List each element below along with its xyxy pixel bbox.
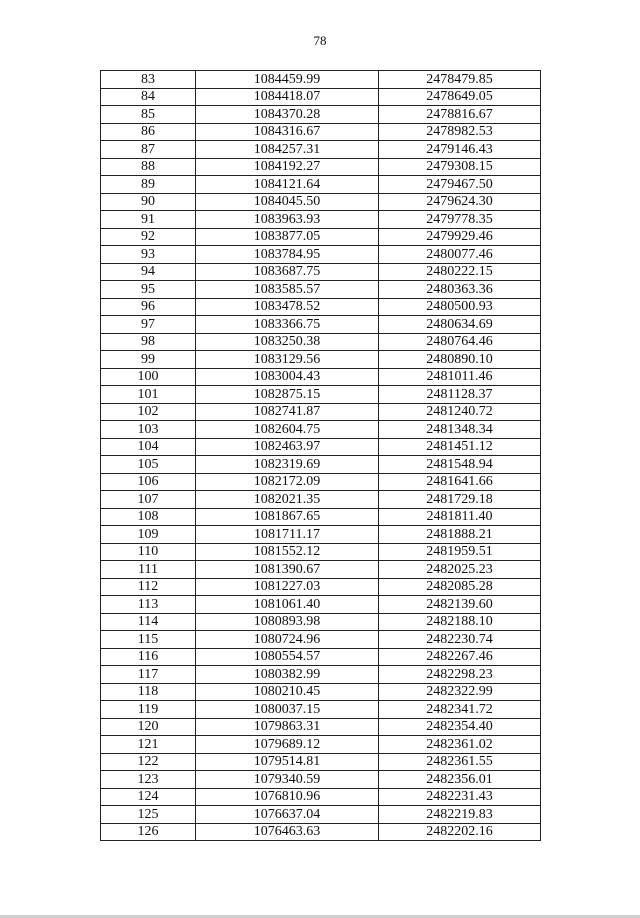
y-coordinate-cell: 2480890.10 bbox=[379, 351, 541, 369]
x-coordinate-cell: 1083250.38 bbox=[196, 333, 379, 351]
coordinates-table bbox=[100, 70, 541, 841]
table-row bbox=[101, 631, 541, 649]
x-coordinate-cell: 1083963.93 bbox=[196, 211, 379, 229]
table-row bbox=[101, 491, 541, 509]
x-coordinate-cell: 1079514.81 bbox=[196, 753, 379, 771]
table-row bbox=[101, 648, 541, 666]
point-number-cell: 90 bbox=[101, 193, 196, 211]
y-coordinate-cell: 2482025.23 bbox=[379, 561, 541, 579]
y-coordinate-cell: 2481959.51 bbox=[379, 543, 541, 561]
y-coordinate-cell: 2480363.36 bbox=[379, 281, 541, 299]
table-row bbox=[101, 753, 541, 771]
x-coordinate-cell: 1084370.28 bbox=[196, 106, 379, 124]
x-coordinate-cell: 1079340.59 bbox=[196, 771, 379, 789]
y-coordinate-cell: 2479778.35 bbox=[379, 211, 541, 229]
table-row bbox=[101, 613, 541, 631]
point-number-cell: 99 bbox=[101, 351, 196, 369]
point-number-cell: 116 bbox=[101, 648, 196, 666]
x-coordinate-cell: 1080037.15 bbox=[196, 701, 379, 719]
y-coordinate-cell: 2481641.66 bbox=[379, 473, 541, 491]
point-number-cell: 88 bbox=[101, 158, 196, 176]
y-coordinate-cell: 2482267.46 bbox=[379, 648, 541, 666]
x-coordinate-cell: 1079863.31 bbox=[196, 718, 379, 736]
table-row bbox=[101, 228, 541, 246]
point-number-cell: 126 bbox=[101, 823, 196, 841]
point-number-cell: 119 bbox=[101, 701, 196, 719]
y-coordinate-cell: 2482139.60 bbox=[379, 596, 541, 614]
table-row bbox=[101, 333, 541, 351]
y-coordinate-cell: 2481451.12 bbox=[379, 438, 541, 456]
point-number-cell: 104 bbox=[101, 438, 196, 456]
point-number-cell: 113 bbox=[101, 596, 196, 614]
x-coordinate-cell: 1080724.96 bbox=[196, 631, 379, 649]
y-coordinate-cell: 2482219.83 bbox=[379, 806, 541, 824]
point-number-cell: 112 bbox=[101, 578, 196, 596]
x-coordinate-cell: 1076637.04 bbox=[196, 806, 379, 824]
x-coordinate-cell: 1084418.07 bbox=[196, 88, 379, 106]
y-coordinate-cell: 2478649.05 bbox=[379, 88, 541, 106]
x-coordinate-cell: 1083004.43 bbox=[196, 368, 379, 386]
table-row bbox=[101, 456, 541, 474]
table-row bbox=[101, 438, 541, 456]
y-coordinate-cell: 2482356.01 bbox=[379, 771, 541, 789]
point-number-cell: 120 bbox=[101, 718, 196, 736]
y-coordinate-cell: 2480500.93 bbox=[379, 298, 541, 316]
y-coordinate-cell: 2478816.67 bbox=[379, 106, 541, 124]
x-coordinate-cell: 1083687.75 bbox=[196, 263, 379, 281]
y-coordinate-cell: 2479929.46 bbox=[379, 228, 541, 246]
y-coordinate-cell: 2481888.21 bbox=[379, 526, 541, 544]
table-row bbox=[101, 298, 541, 316]
table-row bbox=[101, 386, 541, 404]
x-coordinate-cell: 1084459.99 bbox=[196, 71, 379, 89]
point-number-cell: 103 bbox=[101, 421, 196, 439]
x-coordinate-cell: 1084192.27 bbox=[196, 158, 379, 176]
table-row bbox=[101, 683, 541, 701]
point-number-cell: 106 bbox=[101, 473, 196, 491]
table-row bbox=[101, 806, 541, 824]
point-number-cell: 102 bbox=[101, 403, 196, 421]
point-number-cell: 86 bbox=[101, 123, 196, 141]
x-coordinate-cell: 1080893.98 bbox=[196, 613, 379, 631]
table-row bbox=[101, 263, 541, 281]
y-coordinate-cell: 2482361.02 bbox=[379, 736, 541, 754]
y-coordinate-cell: 2480764.46 bbox=[379, 333, 541, 351]
x-coordinate-cell: 1084316.67 bbox=[196, 123, 379, 141]
table-row bbox=[101, 88, 541, 106]
x-coordinate-cell: 1082604.75 bbox=[196, 421, 379, 439]
point-number-cell: 92 bbox=[101, 228, 196, 246]
x-coordinate-cell: 1081227.03 bbox=[196, 578, 379, 596]
x-coordinate-cell: 1076463.63 bbox=[196, 823, 379, 841]
x-coordinate-cell: 1080210.45 bbox=[196, 683, 379, 701]
y-coordinate-cell: 2481011.46 bbox=[379, 368, 541, 386]
x-coordinate-cell: 1083877.05 bbox=[196, 228, 379, 246]
point-number-cell: 105 bbox=[101, 456, 196, 474]
y-coordinate-cell: 2482298.23 bbox=[379, 666, 541, 684]
y-coordinate-cell: 2479308.15 bbox=[379, 158, 541, 176]
x-coordinate-cell: 1083784.95 bbox=[196, 246, 379, 264]
table-row bbox=[101, 823, 541, 841]
table-row bbox=[101, 141, 541, 159]
point-number-cell: 125 bbox=[101, 806, 196, 824]
page-number: 78 bbox=[313, 33, 327, 48]
table-row bbox=[101, 578, 541, 596]
point-number-cell: 121 bbox=[101, 736, 196, 754]
y-coordinate-cell: 2478982.53 bbox=[379, 123, 541, 141]
point-number-cell: 93 bbox=[101, 246, 196, 264]
table-row bbox=[101, 158, 541, 176]
table-row bbox=[101, 403, 541, 421]
y-coordinate-cell: 2481348.34 bbox=[379, 421, 541, 439]
y-coordinate-cell: 2482354.40 bbox=[379, 718, 541, 736]
y-coordinate-cell: 2482341.72 bbox=[379, 701, 541, 719]
x-coordinate-cell: 1083366.75 bbox=[196, 316, 379, 334]
table-row bbox=[101, 526, 541, 544]
point-number-cell: 115 bbox=[101, 631, 196, 649]
x-coordinate-cell: 1081552.12 bbox=[196, 543, 379, 561]
table-row bbox=[101, 596, 541, 614]
x-coordinate-cell: 1083129.56 bbox=[196, 351, 379, 369]
x-coordinate-cell: 1082319.69 bbox=[196, 456, 379, 474]
y-coordinate-cell: 2482085.28 bbox=[379, 578, 541, 596]
point-number-cell: 118 bbox=[101, 683, 196, 701]
y-coordinate-cell: 2482361.55 bbox=[379, 753, 541, 771]
x-coordinate-cell: 1083585.57 bbox=[196, 281, 379, 299]
table-row bbox=[101, 421, 541, 439]
point-number-cell: 87 bbox=[101, 141, 196, 159]
table-row bbox=[101, 281, 541, 299]
x-coordinate-cell: 1081711.17 bbox=[196, 526, 379, 544]
y-coordinate-cell: 2481548.94 bbox=[379, 456, 541, 474]
coordinates-table-body bbox=[101, 71, 541, 841]
point-number-cell: 109 bbox=[101, 526, 196, 544]
x-coordinate-cell: 1081061.40 bbox=[196, 596, 379, 614]
y-coordinate-cell: 2479624.30 bbox=[379, 193, 541, 211]
point-number-cell: 117 bbox=[101, 666, 196, 684]
point-number-cell: 101 bbox=[101, 386, 196, 404]
point-number-cell: 123 bbox=[101, 771, 196, 789]
point-number-cell: 114 bbox=[101, 613, 196, 631]
y-coordinate-cell: 2482231.43 bbox=[379, 788, 541, 806]
table-row bbox=[101, 666, 541, 684]
x-coordinate-cell: 1082741.87 bbox=[196, 403, 379, 421]
table-row bbox=[101, 123, 541, 141]
point-number-cell: 107 bbox=[101, 491, 196, 509]
table-row bbox=[101, 316, 541, 334]
table-row bbox=[101, 508, 541, 526]
point-number-cell: 94 bbox=[101, 263, 196, 281]
table-row bbox=[101, 71, 541, 89]
point-number-cell: 97 bbox=[101, 316, 196, 334]
y-coordinate-cell: 2481240.72 bbox=[379, 403, 541, 421]
table-row bbox=[101, 701, 541, 719]
x-coordinate-cell: 1082172.09 bbox=[196, 473, 379, 491]
y-coordinate-cell: 2479467.50 bbox=[379, 176, 541, 194]
table-row bbox=[101, 736, 541, 754]
x-coordinate-cell: 1082021.35 bbox=[196, 491, 379, 509]
y-coordinate-cell: 2480222.15 bbox=[379, 263, 541, 281]
y-coordinate-cell: 2482230.74 bbox=[379, 631, 541, 649]
x-coordinate-cell: 1076810.96 bbox=[196, 788, 379, 806]
point-number-cell: 122 bbox=[101, 753, 196, 771]
x-coordinate-cell: 1083478.52 bbox=[196, 298, 379, 316]
point-number-cell: 95 bbox=[101, 281, 196, 299]
x-coordinate-cell: 1081390.67 bbox=[196, 561, 379, 579]
table-row bbox=[101, 193, 541, 211]
table-row bbox=[101, 543, 541, 561]
point-number-cell: 108 bbox=[101, 508, 196, 526]
point-number-cell: 96 bbox=[101, 298, 196, 316]
table-row bbox=[101, 473, 541, 491]
point-number-cell: 124 bbox=[101, 788, 196, 806]
x-coordinate-cell: 1081867.65 bbox=[196, 508, 379, 526]
table-row bbox=[101, 246, 541, 264]
point-number-cell: 100 bbox=[101, 368, 196, 386]
x-coordinate-cell: 1080382.99 bbox=[196, 666, 379, 684]
point-number-cell: 85 bbox=[101, 106, 196, 124]
point-number-cell: 110 bbox=[101, 543, 196, 561]
y-coordinate-cell: 2480077.46 bbox=[379, 246, 541, 264]
table-row bbox=[101, 351, 541, 369]
point-number-cell: 91 bbox=[101, 211, 196, 229]
table-row bbox=[101, 176, 541, 194]
point-number-cell: 89 bbox=[101, 176, 196, 194]
table-row bbox=[101, 788, 541, 806]
x-coordinate-cell: 1082875.15 bbox=[196, 386, 379, 404]
y-coordinate-cell: 2481811.40 bbox=[379, 508, 541, 526]
x-coordinate-cell: 1082463.97 bbox=[196, 438, 379, 456]
point-number-cell: 84 bbox=[101, 88, 196, 106]
y-coordinate-cell: 2481729.18 bbox=[379, 491, 541, 509]
y-coordinate-cell: 2482202.16 bbox=[379, 823, 541, 841]
x-coordinate-cell: 1080554.57 bbox=[196, 648, 379, 666]
y-coordinate-cell: 2481128.37 bbox=[379, 386, 541, 404]
table-row bbox=[101, 771, 541, 789]
y-coordinate-cell: 2482322.99 bbox=[379, 683, 541, 701]
table-row bbox=[101, 718, 541, 736]
x-coordinate-cell: 1084045.50 bbox=[196, 193, 379, 211]
table-row bbox=[101, 211, 541, 229]
y-coordinate-cell: 2479146.43 bbox=[379, 141, 541, 159]
point-number-cell: 111 bbox=[101, 561, 196, 579]
y-coordinate-cell: 2480634.69 bbox=[379, 316, 541, 334]
x-coordinate-cell: 1084257.31 bbox=[196, 141, 379, 159]
x-coordinate-cell: 1079689.12 bbox=[196, 736, 379, 754]
table-row bbox=[101, 106, 541, 124]
table-row bbox=[101, 561, 541, 579]
x-coordinate-cell: 1084121.64 bbox=[196, 176, 379, 194]
point-number-cell: 98 bbox=[101, 333, 196, 351]
point-number-cell: 83 bbox=[101, 71, 196, 89]
y-coordinate-cell: 2482188.10 bbox=[379, 613, 541, 631]
y-coordinate-cell: 2478479.85 bbox=[379, 71, 541, 89]
table-row bbox=[101, 368, 541, 386]
